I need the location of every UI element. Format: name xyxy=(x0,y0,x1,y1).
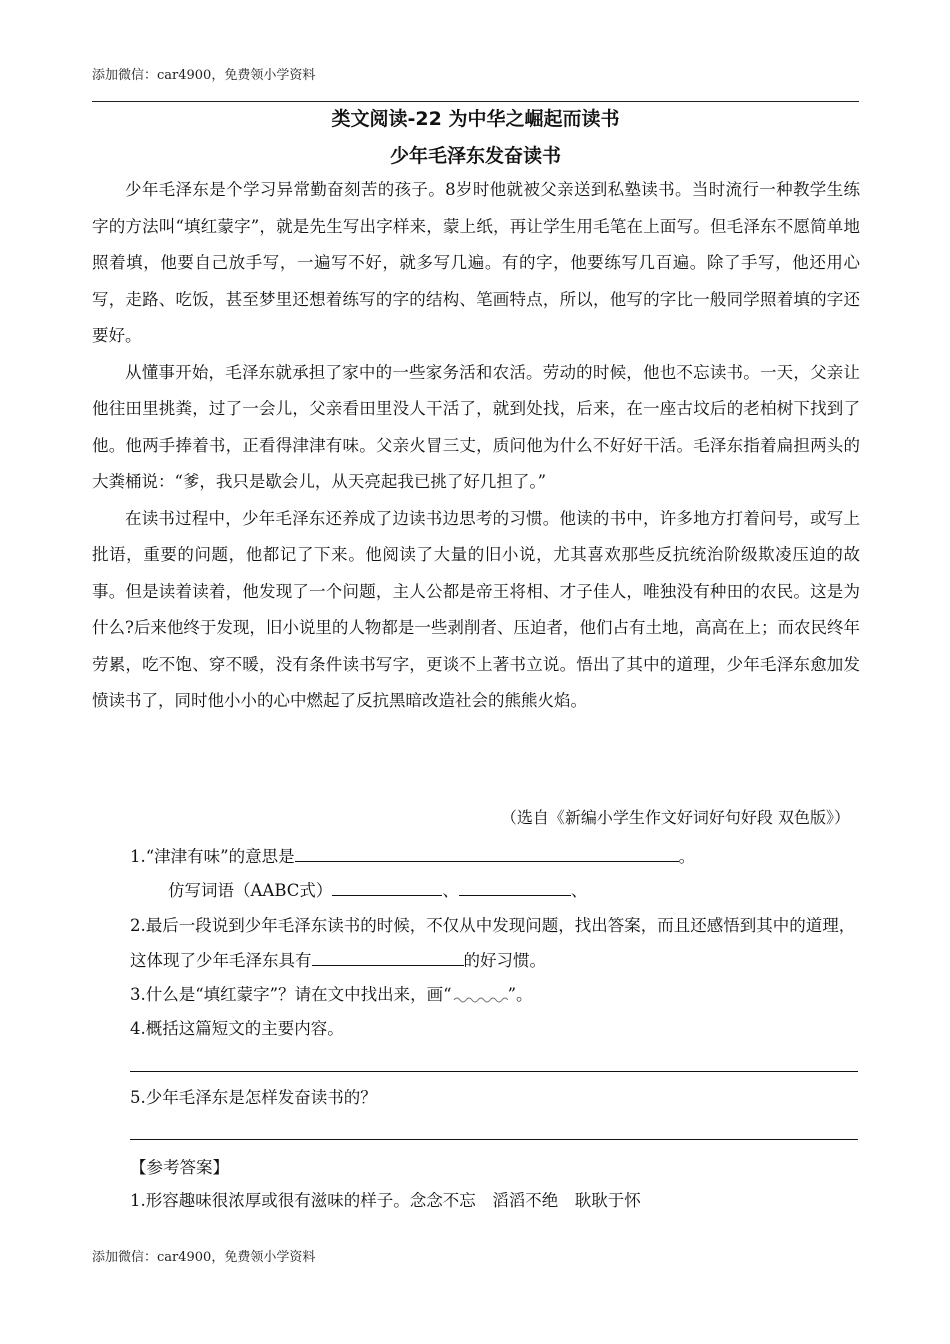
article-title: 少年毛泽东发奋读书 xyxy=(389,145,561,167)
question-2-text: 2.最后一段说到少年毛泽东读书的时候，不仅从中发现问题，找出答案，而且还感悟到其中的道理，这体现了少年毛泽东具有 xyxy=(130,916,856,970)
footer-note: 添加微信：car4900，免费领小学资料 xyxy=(92,1250,316,1265)
header-divider xyxy=(92,101,859,102)
question-2 xyxy=(130,908,860,978)
article-source: （选自《新编小学生作文好词好句好段 双色版》） xyxy=(500,808,850,827)
answer-blank-2[interactable] xyxy=(312,947,464,966)
question-1-suffix: 。 xyxy=(678,847,696,866)
article-body xyxy=(92,172,860,720)
wavy-line-icon xyxy=(452,990,508,1004)
question-2-suffix: 的好习惯。 xyxy=(463,951,546,970)
answer-key-1: 1.形容趣味很浓厚或很有滋味的样子。念念不忘 滔滔不绝 耿耿于怀 xyxy=(130,1191,641,1210)
answer-blank-word-2[interactable] xyxy=(459,877,571,896)
question-4: 4.概括这篇短文的主要内容。 xyxy=(130,1019,344,1038)
article-paragraph-3: 在读书过程中，少年毛泽东还养成了边读书边思考的习惯。他读的书中，许多地方打着问号，或写上批语，重要的问题，他都记了下来。他阅读了大量的旧小说，尤其喜欢那些反抗统治阶级欺凌压迫的故事。但是读着读着，他发现了一个问题，主人公都是帝王将相、才子佳人，唯独没有种田的农民。这是为什么?后来他终于发现，旧小说里的人物都是一些剥削者、压迫者，他们占有土地，高高在上；而农民终年劳累，吃不饱、穿不暖，没有条件读书写字，更谈不上著书立说。悟出了其中的道理，少年毛泽东愈加发愤读书了，同时他小小的心中燃起了反抗黑暗改造社会的熊熊火焰。 xyxy=(92,508,860,710)
question-1-text: 1.“津津有味”的意思是 xyxy=(130,847,295,866)
question-3-text: 3.什么是“填红蒙字”？请在文中找出来，画“ xyxy=(130,985,452,1004)
question-3-suffix: ”。 xyxy=(507,985,533,1004)
answer-line-4[interactable] xyxy=(130,1071,858,1072)
separator-2: 、 xyxy=(570,881,588,900)
separator-1: 、 xyxy=(442,881,459,900)
answer-blank-1[interactable] xyxy=(295,843,679,862)
answer-blank-word-1[interactable] xyxy=(332,877,442,896)
article-paragraph-2: 从懂事开始，毛泽东就承担了家中的一些家务活和农活。劳动的时候，他也不忘读书。一天，父亲让他往田里挑粪，过了一会儿，父亲看田里没人干活了，就到处找，后来，在一座古坟后的老柏树下找到了他。他两手捧着书，正看得津津有味。父亲火冒三丈，质问他为什么不好好干活。毛泽东指着扁担两头的大粪桶说：“爹，我只是歇会儿，从天亮起我已挑了好几担了。” xyxy=(92,362,860,491)
question-1-imitate-text: 仿写词语（AABC式） xyxy=(168,881,333,900)
question-1 xyxy=(130,842,695,872)
answer-line-5[interactable] xyxy=(130,1139,858,1140)
question-3 xyxy=(130,980,533,1010)
question-5: 5.少年毛泽东是怎样发奋读书的？ xyxy=(130,1088,377,1107)
answer-key-title: 【参考答案】 xyxy=(130,1158,229,1177)
document-title: 类文阅读-22 为中华之崛起而读书 xyxy=(331,108,620,130)
article-paragraph-1: 少年毛泽东是个学习异常勤奋刻苦的孩子。8岁时他就被父亲送到私塾读书。当时流行一种教学生练字的方法叫“填红蒙字”，就是先生写出字样来，蒙上纸，再让学生用毛笔在上面写。但毛泽东不愿简单地照着填，他要自己放手写，一遍写不好，就多写几遍。有的字，他要练写几百遍。除了手写，他还用心写，走路、吃饭，甚至梦里还想着练写的字的结构、笔画特点，所以，他写的字比一般同学照着填的字还要好。 xyxy=(92,180,860,345)
question-1-imitate xyxy=(168,876,587,906)
header-note: 添加微信：car4900，免费领小学资料 xyxy=(92,68,316,83)
